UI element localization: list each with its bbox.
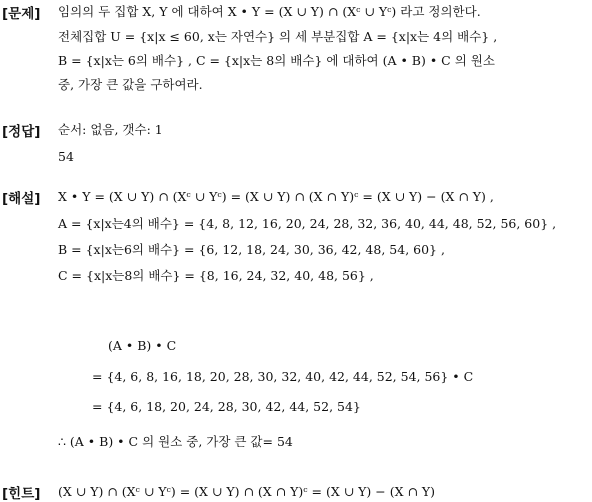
explanation-line-4: C = {x|x는8의 배수} = {8, 16, 24, 32, 40, 48, 56} , (58, 268, 374, 283)
answer-label: [정답] (2, 124, 41, 140)
calc-line-2: = {4, 6, 8, 16, 18, 20, 28, 30, 32, 40, 42, 44, 52, 54, 56} • C (92, 369, 474, 384)
explanation-line-1: X • Y = (X ∪ Y) ∩ (Xᶜ ∪ Yᶜ) = (X ∪ Y) ∩ (X ∩ Y)ᶜ = (X ∪ Y) − (X ∩ Y) , (58, 189, 494, 204)
problem-line-4: 중, 가장 큰 값을 구하여라. (58, 77, 203, 92)
explanation-conclusion: ∴ (A • B) • C 의 원소 중, 가장 큰 값= 54 (58, 434, 293, 449)
answer-line: 순서: 없음, 갯수: 1 (58, 122, 163, 137)
calc-line-3: = {4, 6, 18, 20, 24, 28, 30, 42, 44, 52, 54} (92, 399, 361, 414)
explanation-label: [해설] (2, 191, 41, 207)
problem-line-3: B = {x|x는 6의 배수} , C = {x|x는 8의 배수} 에 대하여 (A • B) • C 의 원소 (58, 53, 495, 68)
answer-value: 54 (58, 149, 74, 164)
hint-line: (X ∪ Y) ∩ (Xᶜ ∪ Yᶜ) = (X ∪ Y) ∩ (X ∩ Y)ᶜ = (X ∪ Y) − (X ∩ Y) (58, 484, 436, 499)
calc-line-1: (A • B) • C (108, 338, 177, 353)
problem-line-1: 임의의 두 집합 X, Y 에 대하여 X • Y = (X ∪ Y) ∩ (Xᶜ ∪ Yᶜ) 라고 정의한다. (58, 4, 481, 19)
problem-line-2: 전체집합 U = {x|x ≤ 60, x는 자연수} 의 세 부분집합 A = {x|x는 4의 배수} , (58, 29, 498, 44)
explanation-line-3: B = {x|x는6의 배수} = {6, 12, 18, 24, 30, 36, 42, 48, 54, 60} , (58, 242, 445, 257)
explanation-line-2: A = {x|x는4의 배수} = {4, 8, 12, 16, 20, 24, 28, 32, 36, 40, 44, 48, 52, 56, 60} , (58, 216, 557, 231)
hint-label: [힌트] (2, 486, 41, 502)
problem-label: [문제] (2, 6, 41, 22)
